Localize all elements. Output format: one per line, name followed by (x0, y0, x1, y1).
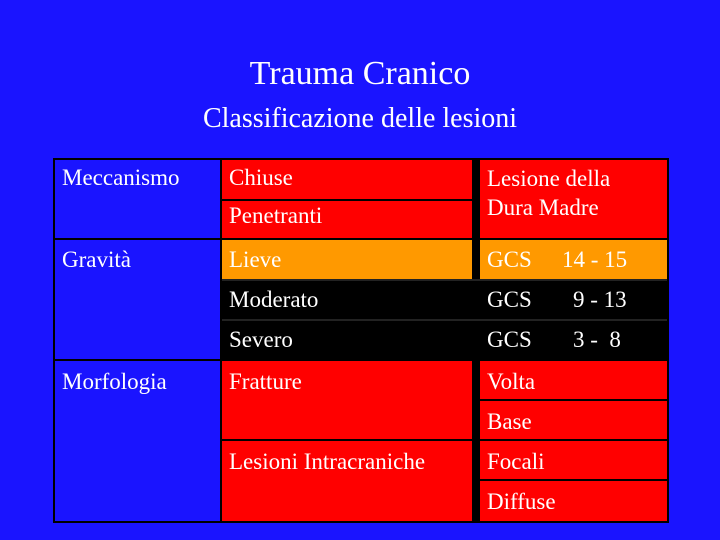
slide-subtitle: Classificazione delle lesioni (202, 103, 518, 134)
gcs-label-moderato: GCS (487, 287, 532, 312)
grid-line-chiuse (222, 199, 472, 201)
cell-diffuse (480, 480, 667, 522)
cell-gcs-severo (480, 320, 667, 360)
focali-text: Focali (487, 449, 545, 474)
dura-line-1: Lesione della (487, 166, 611, 191)
grid-line-base (480, 399, 667, 401)
cell-gcs-moderato (480, 280, 667, 320)
cell-penetranti (222, 200, 472, 240)
cell-moderato (222, 280, 472, 320)
grid-line-gravita (55, 238, 669, 240)
grid-line-top (55, 158, 669, 160)
row-label-gravita (55, 240, 220, 360)
fratture-text: Fratture (229, 369, 302, 394)
grid-line-moderato (222, 279, 667, 281)
cell-volta (480, 360, 667, 400)
chiuse-text: Chiuse (229, 165, 293, 190)
gcs-label-lieve: GCS (487, 247, 532, 272)
grid-line-col2 (472, 158, 480, 523)
row-label-meccanismo (55, 160, 220, 240)
morfologia-label: Morfologia (62, 369, 167, 394)
gcs-range-lieve: 14 - 15 (562, 247, 628, 272)
cell-fratture (222, 360, 472, 440)
lieve-text: Lieve (229, 247, 282, 272)
diffuse-text: Diffuse (487, 489, 556, 514)
grid-line-morfologia (55, 359, 669, 361)
cell-lieve (222, 240, 472, 280)
gcs-range-severo: 3 - 8 (573, 327, 621, 352)
row-label-morfologia (55, 360, 220, 522)
gcs-label-severo: GCS (487, 327, 532, 352)
cell-dura-madre (480, 160, 667, 240)
volta-text: Volta (487, 369, 536, 394)
cell-gcs-lieve (480, 240, 667, 280)
grid-line-severo (222, 319, 667, 321)
lesioni-intracraniche-text: Lesioni Intracraniche (229, 449, 426, 474)
gcs-range-moderato: 9 - 13 (573, 287, 627, 312)
slide-title: Trauma Cranico (249, 55, 471, 92)
cell-chiuse (222, 160, 472, 200)
severo-text: Severo (229, 327, 293, 352)
dura-line-2: Dura Madre (487, 195, 599, 220)
moderato-text: Moderato (229, 287, 319, 312)
cell-focali (480, 440, 667, 480)
gravita-label: Gravità (62, 247, 131, 272)
grid-line-diffuse (480, 479, 667, 481)
base-text: Base (487, 409, 532, 434)
cell-lesioni-intracraniche (222, 440, 472, 522)
grid-line-lesioni (222, 439, 667, 441)
grid-line-left (53, 158, 55, 523)
meccanismo-label: Meccanismo (62, 165, 180, 190)
grid-line-right (667, 158, 669, 523)
cell-severo (222, 320, 472, 360)
cell-base (480, 400, 667, 440)
grid-line-bottom (55, 521, 669, 523)
grid-line-col1 (220, 158, 222, 523)
penetranti-text: Penetranti (229, 203, 323, 228)
